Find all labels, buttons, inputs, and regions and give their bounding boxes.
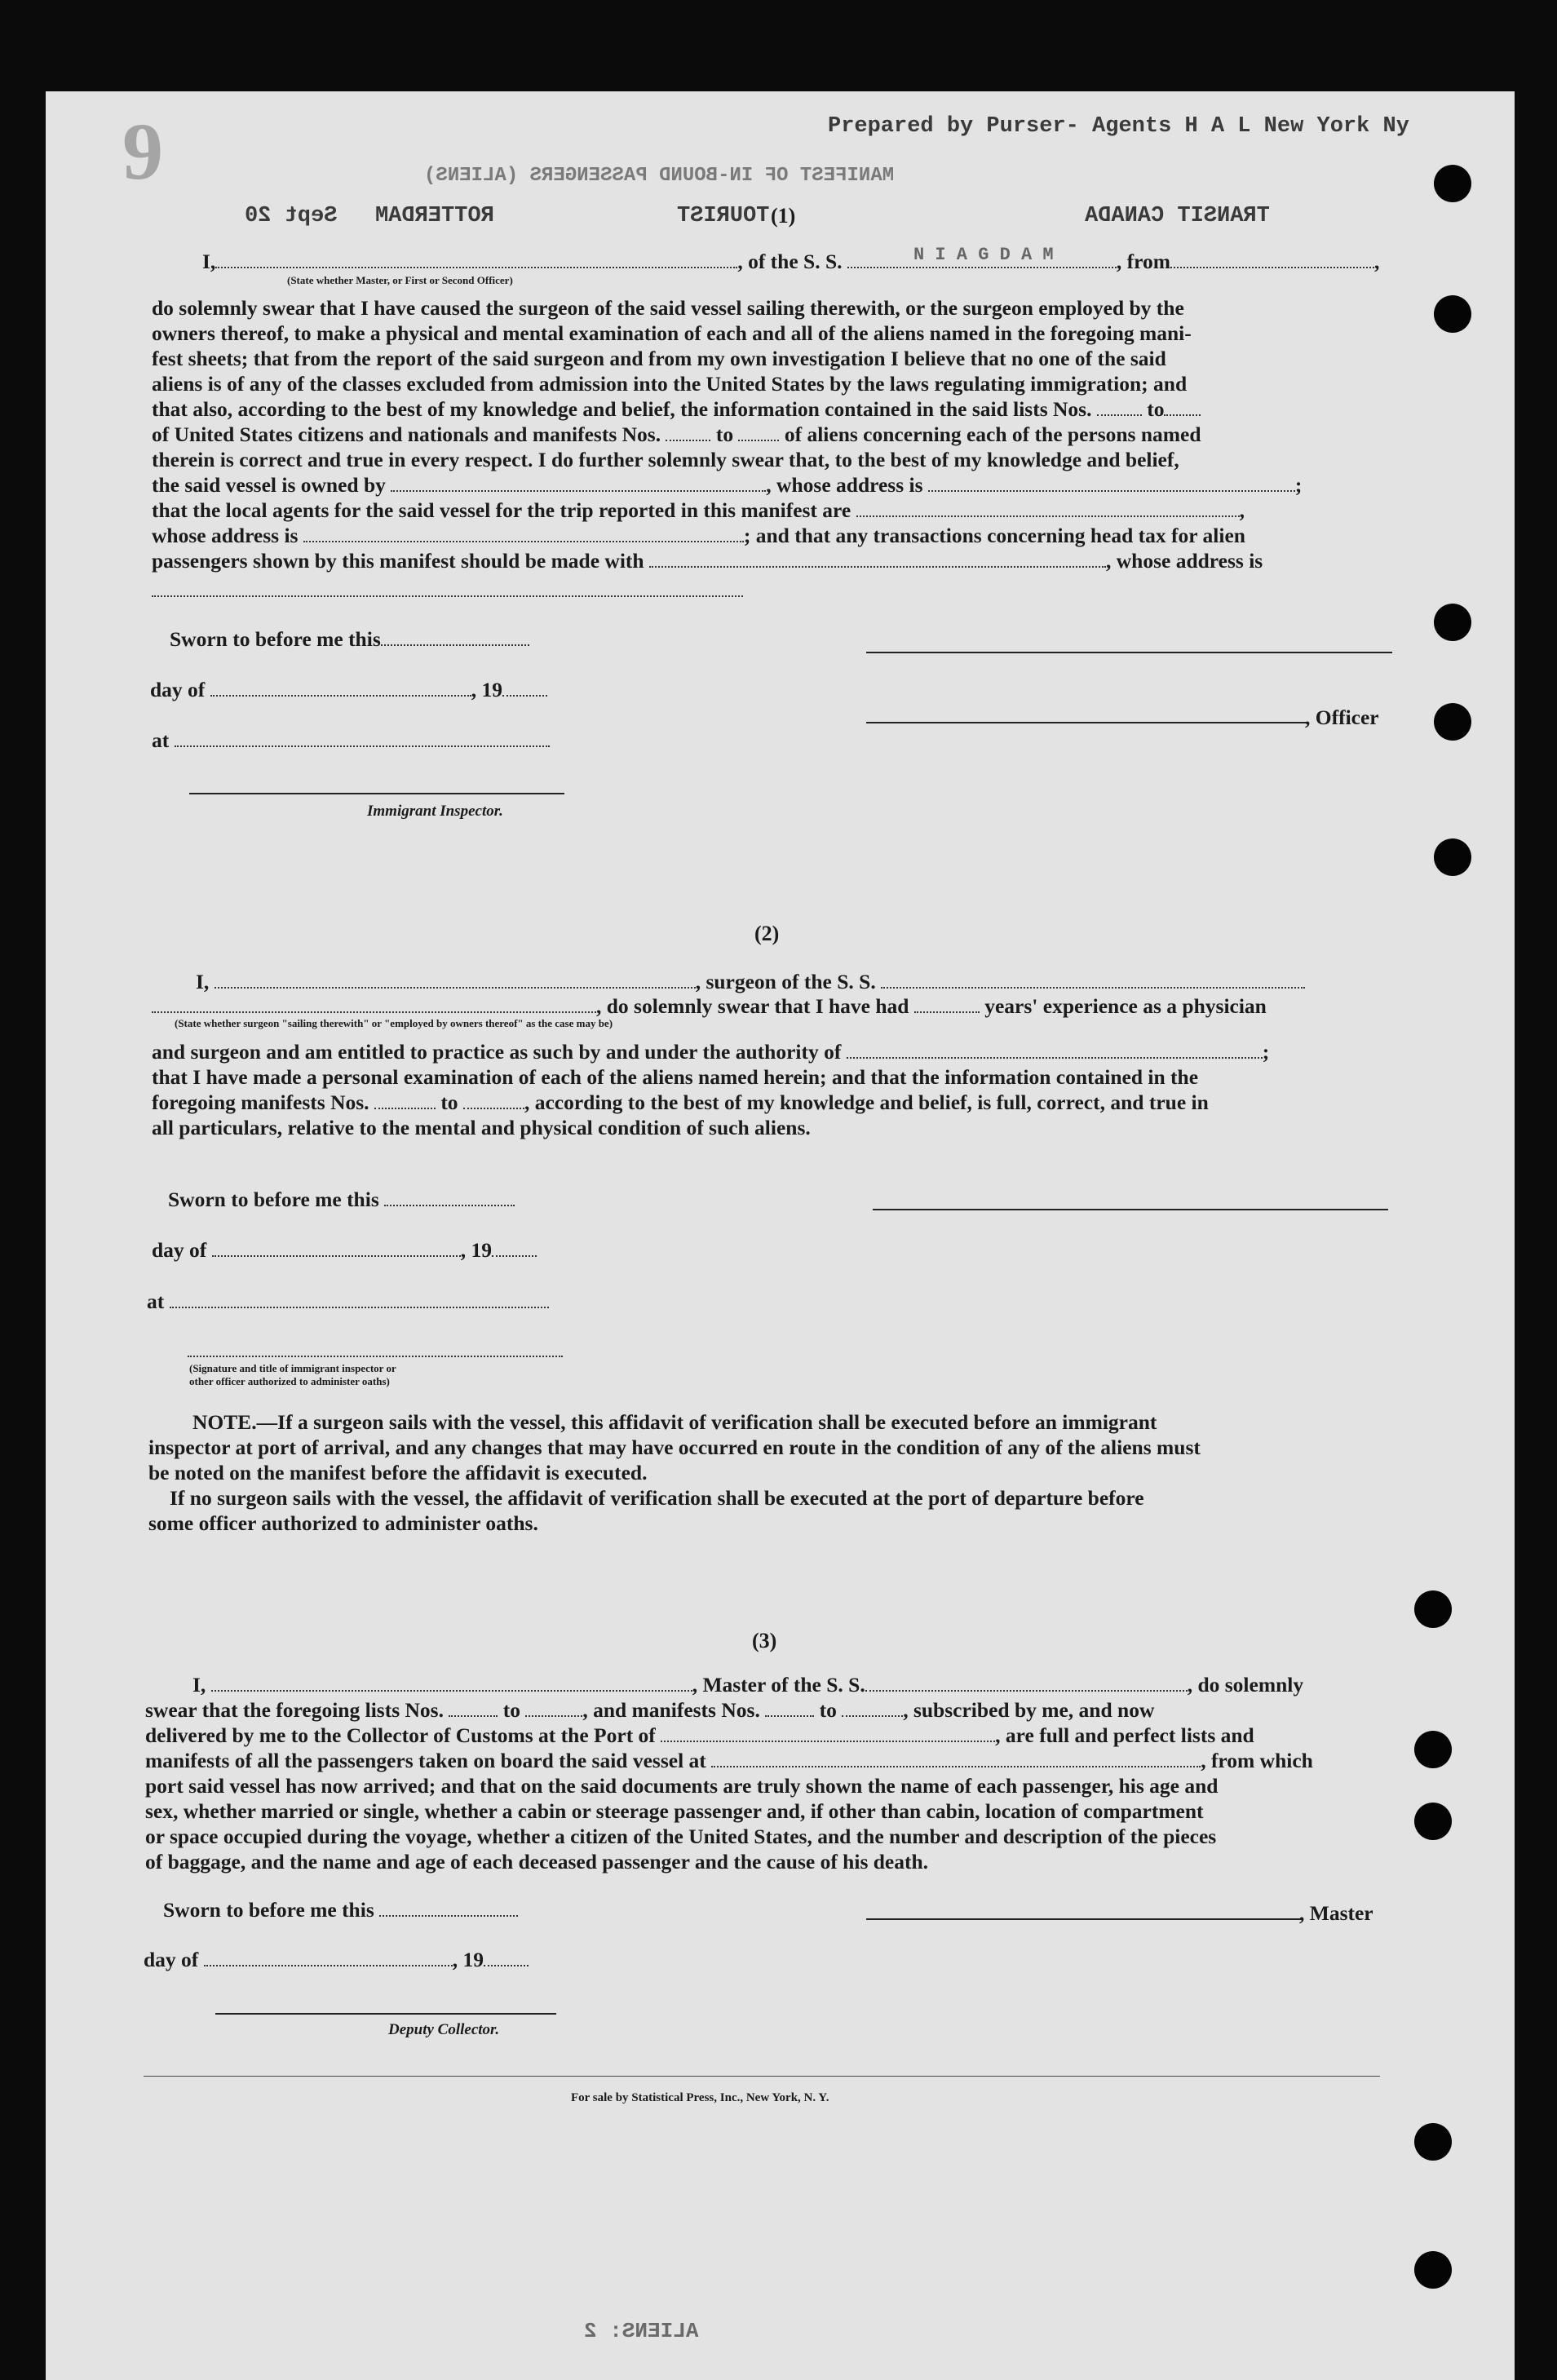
s2-text-2: that I have made a personal examination of each of the aliens named herein; and that the information contained in the	[152, 1065, 1199, 1089]
typed-ship-name: N I A G D A M	[913, 245, 1054, 265]
binder-hole	[1414, 2251, 1452, 2289]
s3-line2: swear that the foregoing lists Nos. to , and manifests Nos. to , subscribed by me, and now	[145, 1698, 1155, 1722]
section-number-1: (1)	[771, 204, 796, 228]
s2-line1: I, , surgeon of the S. S.	[196, 969, 1305, 994]
passenger-class: TOURIST	[677, 204, 770, 228]
s1-officer-line	[866, 722, 1307, 723]
binder-hole	[1434, 604, 1471, 641]
s1-text-3: fest sheets; that from the report of the said surgeon and from my own investigation I believe that no one of the said	[152, 347, 1166, 370]
s1-address-line	[152, 595, 743, 597]
prepared-by-stamp: Prepared by Purser- Agents H A L New York Ny	[828, 114, 1409, 139]
binder-hole	[1414, 2123, 1452, 2161]
s1-day-of: day of , 19	[150, 677, 547, 702]
s2-signature-line	[873, 1209, 1388, 1210]
s3-collector-line	[215, 2013, 556, 2015]
s1-text-7: therein is correct and true in every respect. I do further solemnly swear that, to the best of my knowledge and belief,	[152, 448, 1179, 471]
s3-text-2: sex, whether married or single, whether a cabin or steerage passenger and, if other than cabin, location of compartment	[145, 1799, 1204, 1823]
s3-text-1: port said vessel has now arrived; and that on the said documents are truly shown the name of each passenger, his age and	[145, 1774, 1219, 1798]
s1-text-11: passengers shown by this manifest should be made with , whose address is	[152, 549, 1263, 573]
binder-hole	[1434, 838, 1471, 876]
mirrored-heading: MANIFEST OF IN-BOUND PASSENGERS (ALIENS)	[424, 165, 895, 187]
signature-hint-1: (Signature and title of immigrant inspector or	[189, 1362, 396, 1374]
s3-line3: delivered by me to the Collector of Customs at the Port of , are full and perfect lists and	[145, 1723, 1254, 1747]
printer-imprint: For sale by Statistical Press, Inc., New York, N. Y.	[571, 2091, 829, 2104]
page-number-stamp: 9	[122, 106, 163, 197]
s3-master-line	[866, 1918, 1303, 1920]
binder-hole	[1434, 703, 1471, 741]
s1-text-1: do solemnly swear that I have caused the surgeon of the said vessel sailing therewith, or the surgeon employed by the	[152, 296, 1184, 320]
s3-day-of: day of , 19	[144, 1947, 529, 1972]
s1-text-9: that the local agents for the said vessel for the trip reported in this manifest are ,	[152, 498, 1245, 522]
s2-inspector-line	[188, 1356, 563, 1357]
footer-rule	[144, 2076, 1380, 2077]
s1-at: at	[152, 728, 550, 753]
officer-hint: (State whether Master, or First or Second Officer)	[287, 274, 513, 286]
deputy-collector-label: Deputy Collector.	[388, 2021, 500, 2038]
s1-text-5: that also, according to the best of my knowledge and belief, the information contained in the said lists Nos. to	[152, 396, 1201, 422]
s2-text-1: and surgeon and am entitled to practice as such by and under the authority of ;	[152, 1040, 1270, 1064]
surgeon-hint: (State whether surgeon "sailing therewith" or "employed by owners thereof" as the case may be)	[175, 1017, 613, 1029]
s1-text-6: of United States citizens and nationals and manifests Nos. to of aliens concerning each of the persons named	[152, 422, 1201, 446]
s2-text-3: foregoing manifests Nos. to , according to the best of my knowledge and belief, is full, correct, and true in	[152, 1090, 1209, 1114]
note-line-3: be noted on the manifest before the affidavit is executed.	[148, 1461, 648, 1484]
bottom-form-number: ALIENS: 2	[584, 2319, 699, 2343]
s3-master-label: , Master	[1299, 1901, 1373, 1925]
note-line-1: NOTE.—If a surgeon sails with the vessel, this affidavit of verification shall be executed before an immigrant	[192, 1410, 1157, 1434]
s3-line1: I, , Master of the S. S. , do solemnly	[192, 1673, 1304, 1697]
section-number-3: (3)	[752, 1629, 777, 1652]
s2-line2: , do solemnly swear that I have had years' experience as a physician	[152, 993, 1267, 1019]
immigrant-inspector-label: Immigrant Inspector.	[367, 803, 503, 820]
binder-hole	[1434, 295, 1471, 333]
transit-stamp: TRANSIT CANADA	[1085, 204, 1270, 228]
s2-text-4: all particulars, relative to the mental and physical condition of such aliens.	[152, 1116, 811, 1139]
s1-text-4: aliens is of any of the classes excluded from admission into the United States by the laws regulating immigration; and	[152, 372, 1188, 396]
s3-text-3: or space occupied during the voyage, whether a citizen of the United States, and the number and description of the pieces	[145, 1825, 1217, 1848]
s2-at: at	[147, 1289, 549, 1314]
date-sailed: Sept 20	[245, 204, 338, 228]
s1-text-10: whose address is ; and that any transactions concerning head tax for alien	[152, 524, 1245, 547]
s2-day-of: day of , 19	[152, 1237, 537, 1263]
note-line-2: inspector at port of arrival, and any changes that may have occurred en route in the condition of any of the aliens must	[148, 1436, 1201, 1459]
s1-sworn: Sworn to before me this	[170, 626, 529, 652]
signature-hint-2: other officer authorized to administer oaths)	[189, 1375, 390, 1387]
s1-officer-signature-line	[866, 652, 1392, 653]
binder-hole	[1414, 1590, 1452, 1628]
note-line-4: If no surgeon sails with the vessel, the affidavit of verification shall be executed at the port of departure before	[170, 1486, 1144, 1510]
s3-line4: manifests of all the passengers taken on board the said vessel at , from which	[145, 1749, 1313, 1772]
port-of-departure: ROTTERDAM	[375, 204, 494, 228]
section-number-2: (2)	[754, 922, 780, 945]
s3-text-4: of baggage, and the name and age of each deceased passenger and the cause of his death.	[145, 1850, 929, 1873]
s1-officer-label: , Officer	[1305, 706, 1379, 729]
binder-hole	[1434, 165, 1471, 202]
s2-sworn: Sworn to before me this	[168, 1187, 515, 1212]
s1-text-2: owners thereof, to make a physical and mental examination of each and all of the aliens named in the foregoing mani-	[152, 321, 1192, 345]
s1-text-8: the said vessel is owned by , whose address is ;	[152, 473, 1303, 497]
binder-hole	[1414, 1731, 1452, 1768]
note-line-5: some officer authorized to administer oaths.	[148, 1511, 538, 1535]
s3-sworn: Sworn to before me this	[163, 1897, 518, 1922]
binder-hole	[1414, 1803, 1452, 1840]
s1-line1: I, , of the S. S. , from ,	[202, 250, 1380, 273]
s1-inspector-line	[189, 793, 564, 794]
